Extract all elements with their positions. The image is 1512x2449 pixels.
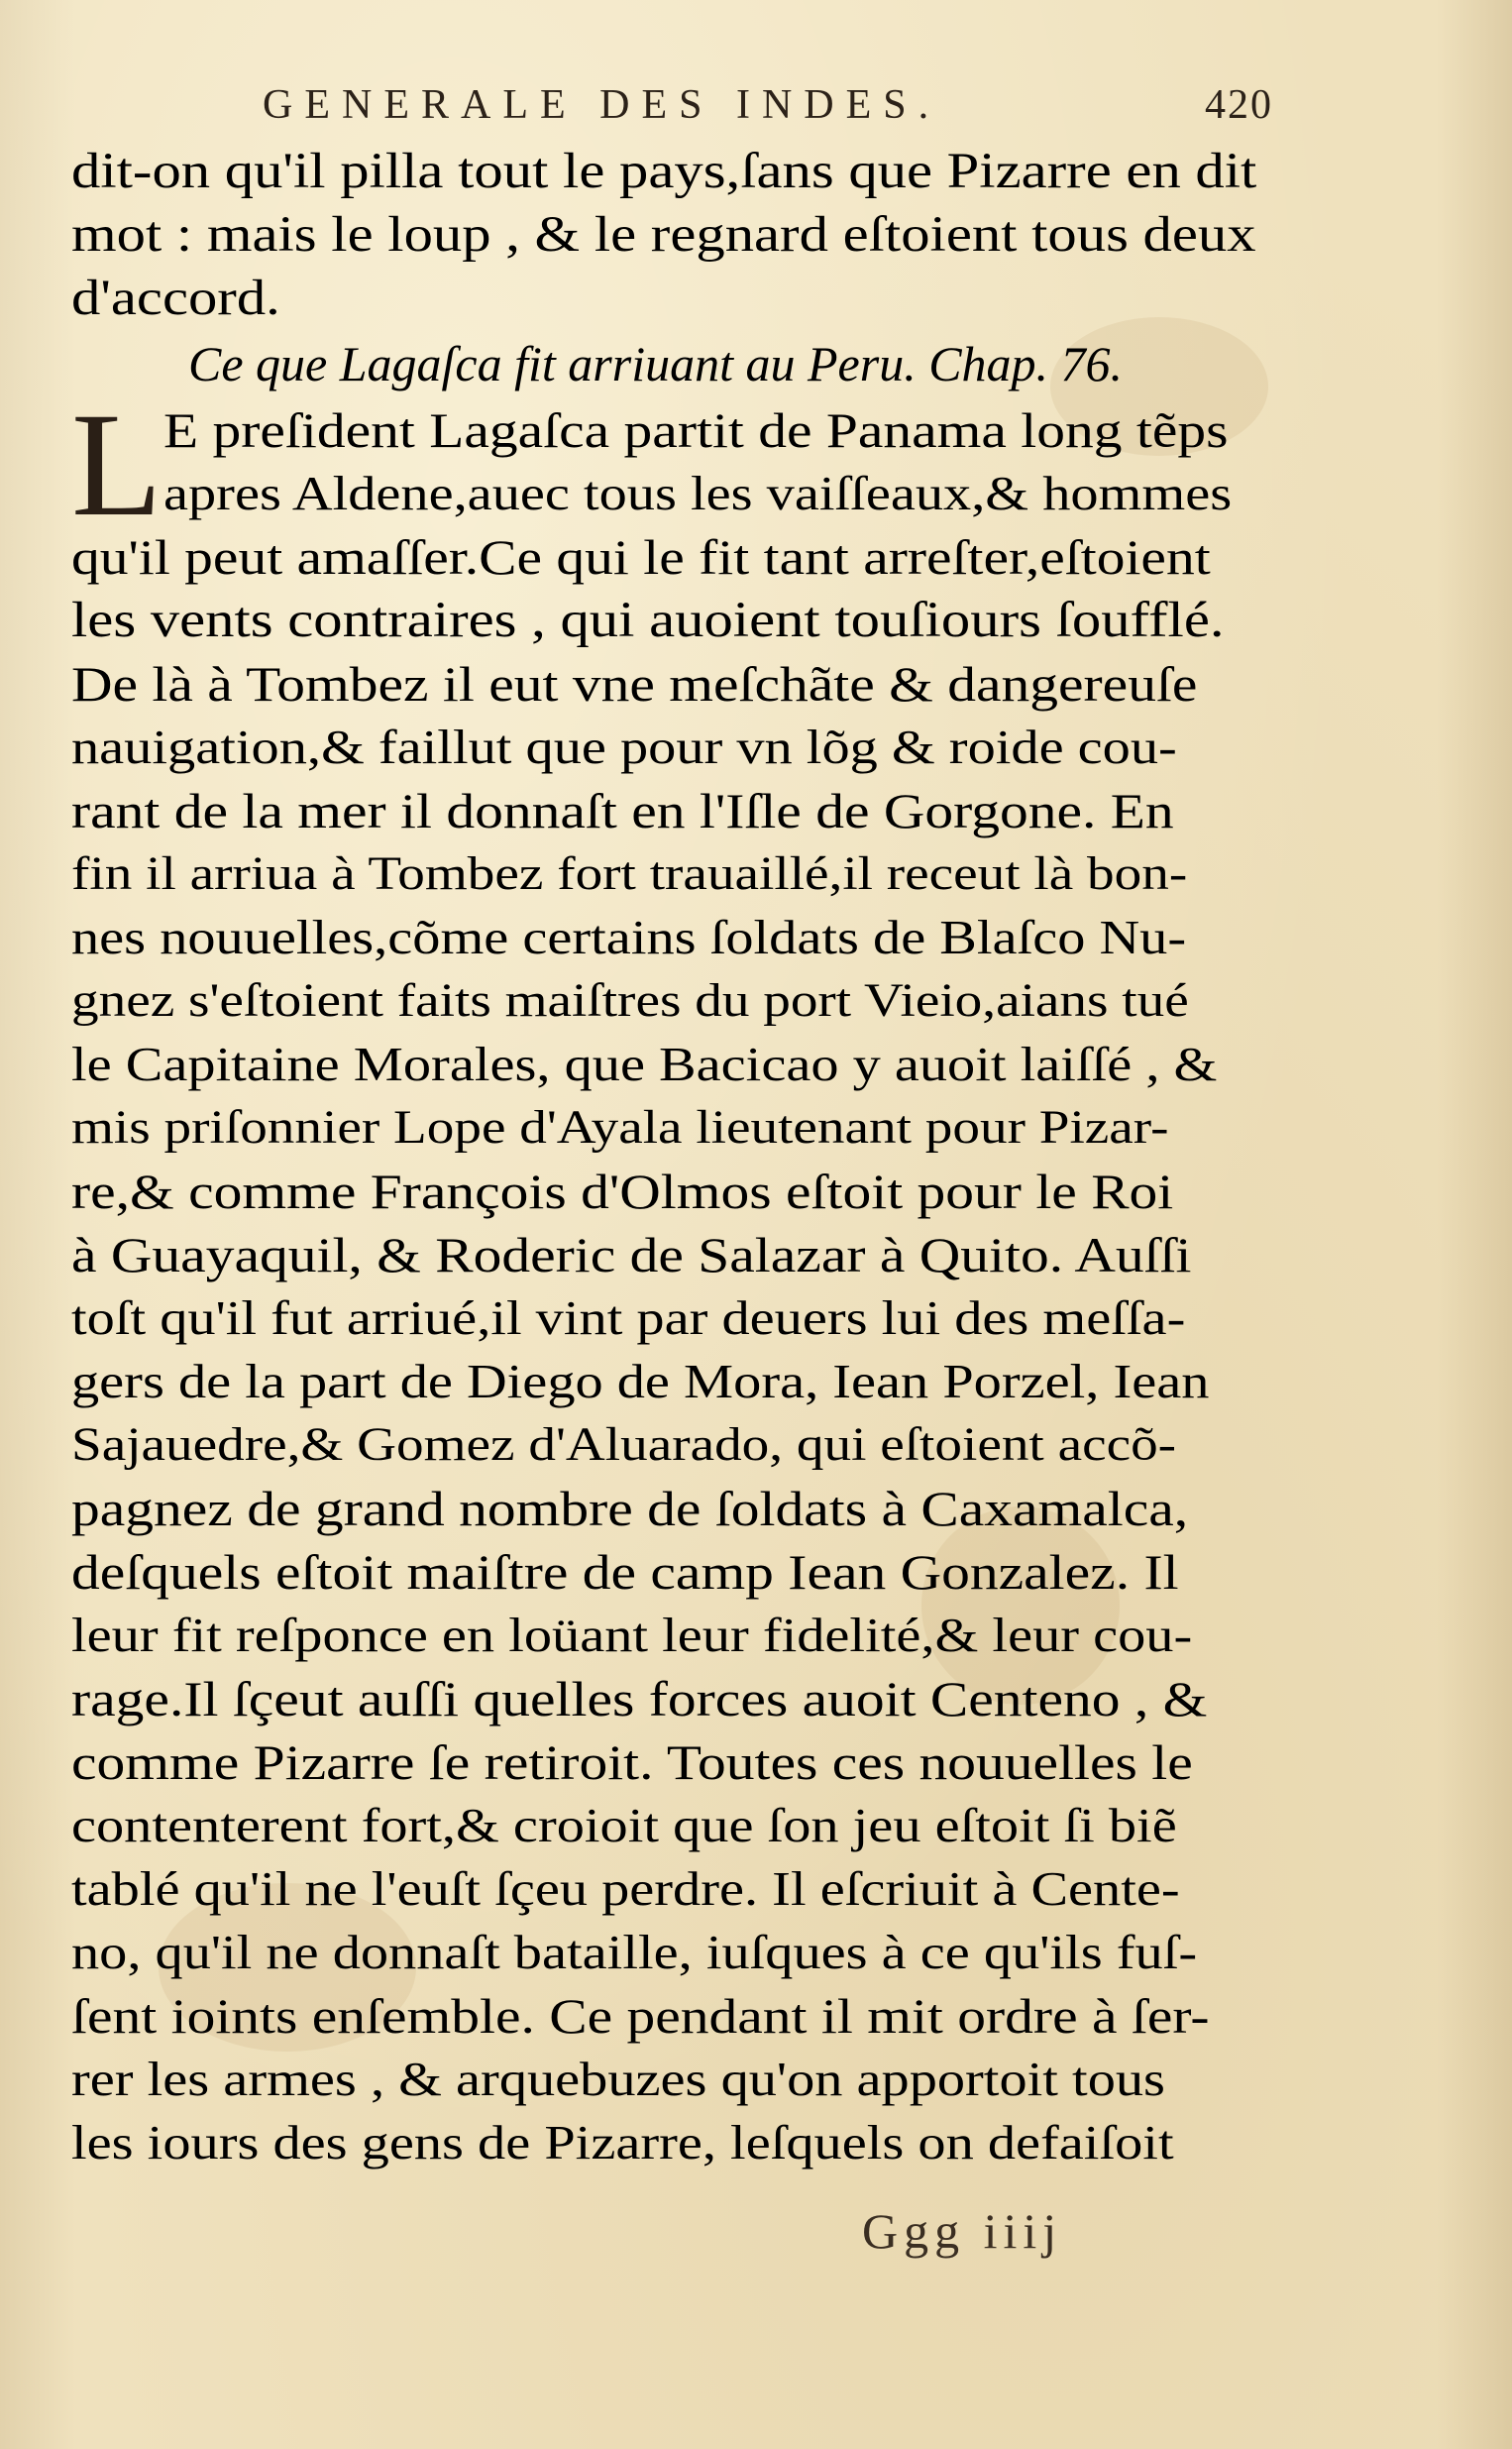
running-title: GENERALE DES INDES. — [263, 82, 941, 128]
text-line: nes nouuelles,cõme certains ſoldats de Blaſco Nu- — [71, 910, 1187, 964]
text-line: leur fit reſponce en loüant leur fidelité,& leur cou- — [71, 1608, 1193, 1662]
page-number: 420 — [1205, 82, 1273, 128]
text-line: gers de la part de Diego de Mora, Iean Porzel, Iean — [71, 1354, 1210, 1408]
text-line: rant de la mer il donnaſt en l'Iſle de Gorgone. En — [71, 783, 1174, 838]
text-line: tablé qu'il ne l'euſt ſçeu perdre. Il eſcriuit à Cente- — [71, 1861, 1180, 1916]
text-line: d'accord. — [71, 271, 280, 326]
text-line: deſquels eſtoit maiſtre de camp Iean Gonzalez. Il — [71, 1544, 1179, 1600]
text-line: mot : mais le loup , & le regnard eſtoient tous deux — [71, 207, 1256, 263]
text-line: re,& comme François d'Olmos eſtoit pour le Roi — [71, 1164, 1174, 1219]
text-line: no, qu'il ne donnaſt bataille, iuſques à ce qu'ils fuſ- — [71, 1925, 1198, 1979]
chapter-heading: Ce que Lagaſca fit arriuant au Peru. Chap. 76. — [188, 336, 1124, 391]
text-line: fin il arriua à Tombez fort trauaillé,il receut là bon- — [71, 847, 1188, 900]
text-line: rer les armes , & arquebuzes qu'on apportoit tous — [71, 2052, 1165, 2106]
text-line: mis priſonnier Lope d'Ayala lieutenant pour Pizar- — [71, 1101, 1169, 1154]
text-line: les vents contraires , qui auoient touſiours ſoufflé. — [71, 593, 1225, 648]
text-line: pagnez de grand nombre de ſoldats à Caxamalca, — [71, 1481, 1189, 1536]
text-line: toſt qu'il fut arriué,il vint par deuers lui des meſſa- — [71, 1290, 1186, 1345]
text-line: nauigation,& faillut que pour vn lõg & roide cou- — [71, 720, 1177, 774]
text-line: E preſident Lagaſca partit de Panama long tẽps — [163, 402, 1229, 458]
text-line: qu'il peut amaſſer.Ce qui le fit tant arreſter,eſtoient — [71, 529, 1211, 585]
text-line: rage.Il ſçeut auſſi quelles forces auoit Centeno , & — [71, 1671, 1208, 1726]
text-line: dit-on qu'il pilla tout le pays,ſans que Pizarre en dit — [71, 144, 1257, 199]
text-line: Sajauedre,& Gomez d'Aluarado, qui eſtoient accõ- — [71, 1418, 1177, 1471]
text-line: apres Aldene,auec tous les vaiſſeaux,& hommes — [163, 466, 1233, 520]
text-line: à Guayaquil, & Roderic de Salazar à Quito. Auſſi — [71, 1227, 1192, 1282]
text-line: comme Pizarre ſe retiroit. Toutes ces nouuelles le — [71, 1734, 1193, 1790]
drop-cap: L — [71, 383, 162, 547]
signature-mark: Ggg iiij — [862, 2203, 1063, 2259]
text-line: les iours des gens de Pizarre, leſquels on defaiſoit — [71, 2115, 1174, 2170]
text-line: le Capitaine Morales, que Bacicao y auoit laiſſé , & — [71, 1037, 1218, 1091]
running-header — [263, 81, 1273, 141]
text-line: gnez s'eſtoient faits maiſtres du port Vieio,aians tué — [71, 974, 1189, 1027]
text-line: contenterent fort,& croioit que ſon jeu eſtoit ſi biẽ — [71, 1798, 1177, 1852]
text-line: ſent ioints enſemble. Ce pendant il mit ordre à ſer- — [71, 1988, 1210, 2044]
text-line: De là à Tombez il eut vne meſchãte & dangereuſe — [71, 656, 1198, 712]
